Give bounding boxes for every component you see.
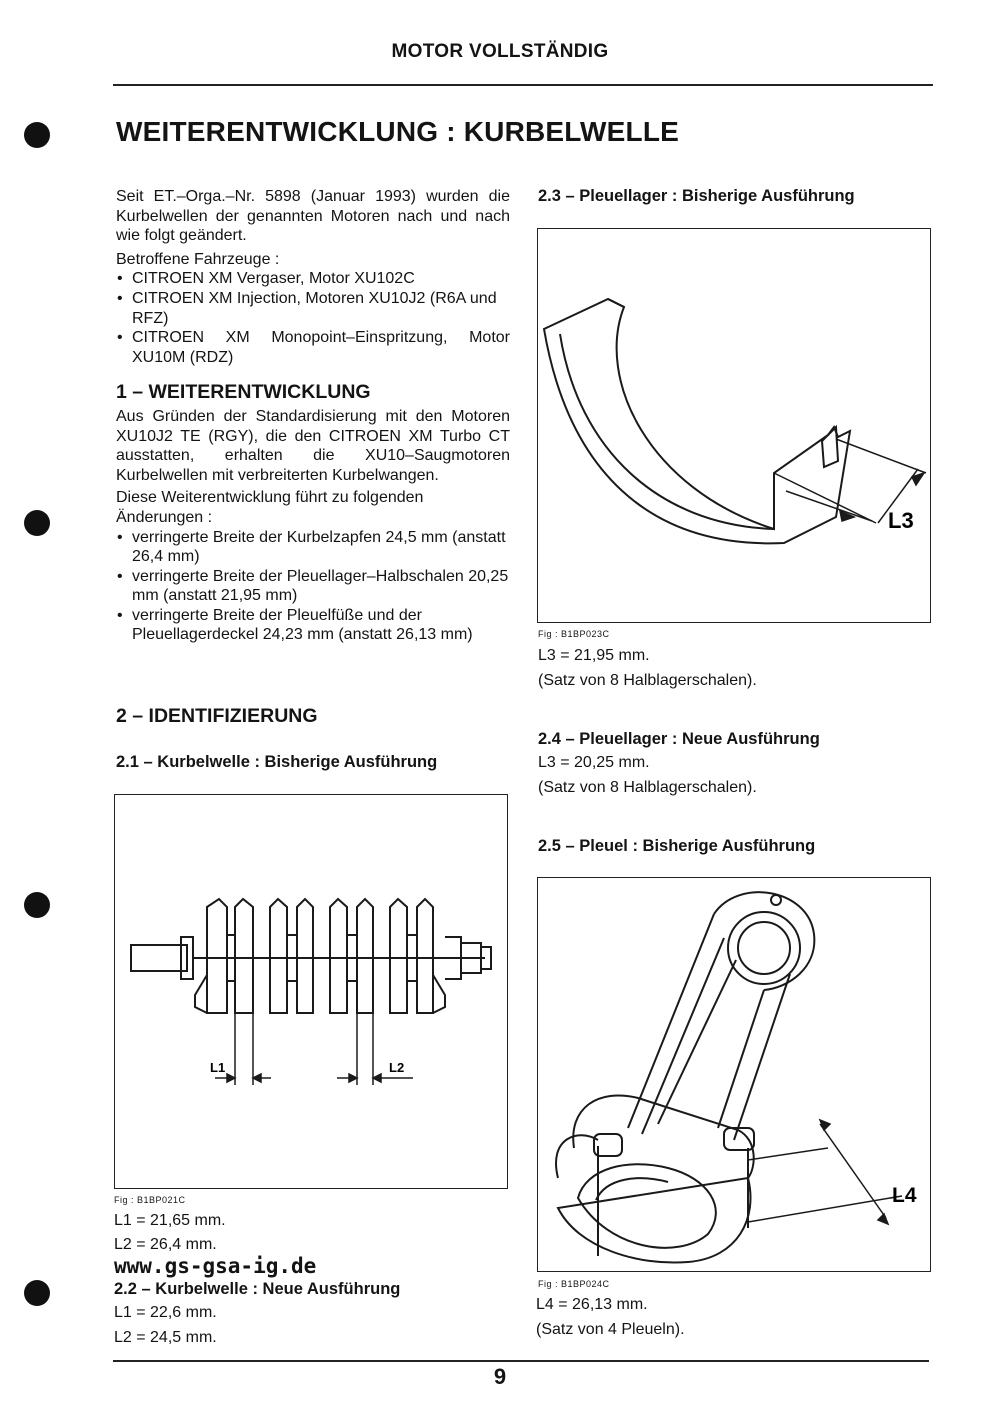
l2-new-value: L2 = 24,5 mm. [114, 1329, 217, 1346]
list-item: • CITROEN XM Injection, Motoren XU10J2 (R6A und RFZ) [116, 289, 510, 328]
s24-heading: 2.4 – Pleuellager : Neue Ausführung [538, 730, 820, 748]
page-number: 9 [493, 1364, 507, 1389]
fig-label-l3: L3 [888, 508, 914, 533]
vehicles-label: Betroffene Fahrzeuge : [116, 250, 280, 268]
section1-text: Aus Gründen der Standardisierung mit den Motoren XU10J2 TE (RGY), die den CITROEN XM Turbo CT ausstatten, erhalten die XU10–Saugmotoren Kurbelwellen mit verbreiterten Kurbelwangen. [116, 407, 510, 484]
punch-hole-4 [24, 1280, 50, 1306]
l3-new-value: L3 = 20,25 mm. [538, 754, 650, 771]
section1-heading: 1 – WEITERENTWICKLUNG [116, 381, 371, 404]
l3-old-set: (Satz von 8 Halblagerschalen). [538, 672, 757, 689]
s21-heading: 2.1 – Kurbelwelle : Bisherige Ausführung [116, 753, 438, 771]
list-item: • verringerte Breite der Pleuellager–Halbschalen 20,25 mm (anstatt 21,95 mm) [116, 567, 510, 606]
l4-value: L4 = 26,13 mm. [536, 1296, 648, 1313]
page-title: WEITERENTWICKLUNG : KURBELWELLE [116, 116, 680, 147]
intro-text: Seit ET.–Orga.–Nr. 5898 (Januar 1993) wurden die Kurbelwellen der genannten Motoren nach und nach wie folgt geändert. [116, 188, 510, 245]
s23-heading: 2.3 – Pleuellager : Bisherige Ausführung [538, 187, 855, 205]
list-item: • CITROEN XM Vergaser, Motor XU102C [116, 269, 510, 289]
fig-label-l2: L2 [389, 1060, 405, 1075]
l4-set: (Satz von 4 Pleueln). [536, 1321, 685, 1338]
punch-hole-2 [24, 510, 50, 536]
list-item: • verringerte Breite der Kurbelzapfen 24,5 mm (anstatt 26,4 mm) [116, 528, 510, 567]
fig-ref-b1bp021c: Fig : B1BP021C [114, 1195, 186, 1205]
header-rule [113, 84, 933, 86]
bearing-shell-drawing [538, 229, 930, 622]
fig-label-l4: L4 [892, 1184, 917, 1207]
bearing-shell-figure [537, 228, 931, 623]
footer-rule [113, 1360, 929, 1362]
list-item: • CITROEN XM Monopoint–Einspritzung, Motor XU10M (RDZ) [116, 328, 510, 367]
l3-new-set: (Satz von 8 Halblagerschalen). [538, 779, 757, 796]
list-item: • verringerte Breite der Pleuelfüße und der Pleuellagerdeckel 24,23 mm (anstatt 26,13 mm) [116, 606, 510, 645]
connecting-rod-drawing [538, 878, 930, 1271]
changes-label: Diese Weiterentwicklung führt zu folgenden Änderungen : [116, 489, 424, 526]
fig-label-l1: L1 [210, 1060, 226, 1075]
s22-heading: 2.2 – Kurbelwelle : Neue Ausführung [114, 1280, 401, 1298]
l1-new-value: L1 = 22,6 mm. [114, 1304, 217, 1321]
page-header-title: MOTOR VOLLSTÄNDIG [391, 41, 609, 62]
vehicles-list [116, 269, 510, 367]
crankshaft-figure [114, 794, 508, 1189]
l3-old-value: L3 = 21,95 mm. [538, 647, 650, 664]
connecting-rod-figure [537, 877, 931, 1272]
punch-hole-1 [24, 122, 50, 148]
l1-old-value: L1 = 21,65 mm. [114, 1212, 226, 1229]
left-column [116, 187, 510, 645]
s25-heading: 2.5 – Pleuel : Bisherige Ausführung [538, 837, 816, 855]
changes-list [116, 528, 510, 646]
punch-hole-3 [24, 892, 50, 918]
section2-heading: 2 – IDENTIFIZIERUNG [116, 705, 318, 727]
watermark-url: www.gs-gsa-ig.de [114, 1254, 317, 1278]
fig-ref-b1bp024c: Fig : B1BP024C [538, 1279, 610, 1289]
l2-old-value: L2 = 26,4 mm. [114, 1236, 217, 1253]
fig-ref-b1bp023c: Fig : B1BP023C [538, 629, 610, 639]
crankshaft-drawing [115, 795, 507, 1188]
